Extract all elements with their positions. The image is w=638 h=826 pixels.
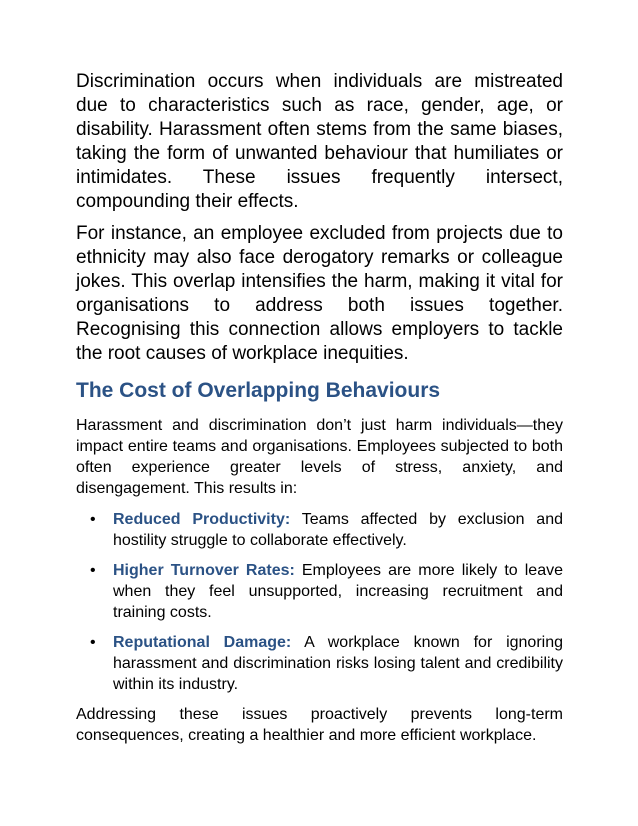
bullet-icon: • [90, 511, 96, 528]
bullet-term: Reduced Productivity: [113, 511, 291, 528]
section-heading: The Cost of Overlapping Behaviours [76, 379, 441, 402]
intro-paragraph-2: For instance, an employee excluded from projects due to ethnicity may also face derogatory remarks or colleague jokes. This overlap intensifies the harm, making it vital for organisations to address both issues together. Recognising this connection allows employers to tackle the root causes of workplace inequities. [76, 223, 563, 364]
list-item-higher-turnover [76, 560, 563, 623]
bullet-term: Reputational Damage: [113, 634, 292, 651]
bullet-text: A workplace known for ignoring harassment and discrimination risks losing talent and credibility within its industry. [113, 634, 563, 693]
list-item-reputational-damage [76, 632, 563, 695]
document-page [76, 70, 563, 756]
results-list [76, 509, 563, 695]
bullet-term: Higher Turnover Rates: [113, 562, 295, 579]
bullet-icon: • [90, 634, 96, 651]
section-intro-paragraph: Harassment and discrimination don’t just harm individuals—they impact entire teams and organisations. Employees subjected to both often experience greater levels of stress, anxiety, and disengagement. This results in: [76, 417, 563, 497]
bullet-text: Employees are more likely to leave when they feel unsupported, increasing recruitment and training costs. [113, 562, 563, 621]
bullet-icon: • [90, 562, 96, 579]
closing-paragraph: Addressing these issues proactively prevents long-term consequences, creating a healthier and more efficient workplace. [76, 706, 563, 744]
intro-paragraph-1: Discrimination occurs when individuals are mistreated due to characteristics such as race, gender, age, or disability. Harassment often stems from the same biases, taking the form of unwanted behaviour that humiliates or intimidates. These issues frequently intersect, compounding their effects. [76, 71, 563, 212]
bullet-text: Teams affected by exclusion and hostility struggle to collaborate effectively. [113, 511, 563, 549]
list-item-reduced-productivity [76, 509, 563, 551]
